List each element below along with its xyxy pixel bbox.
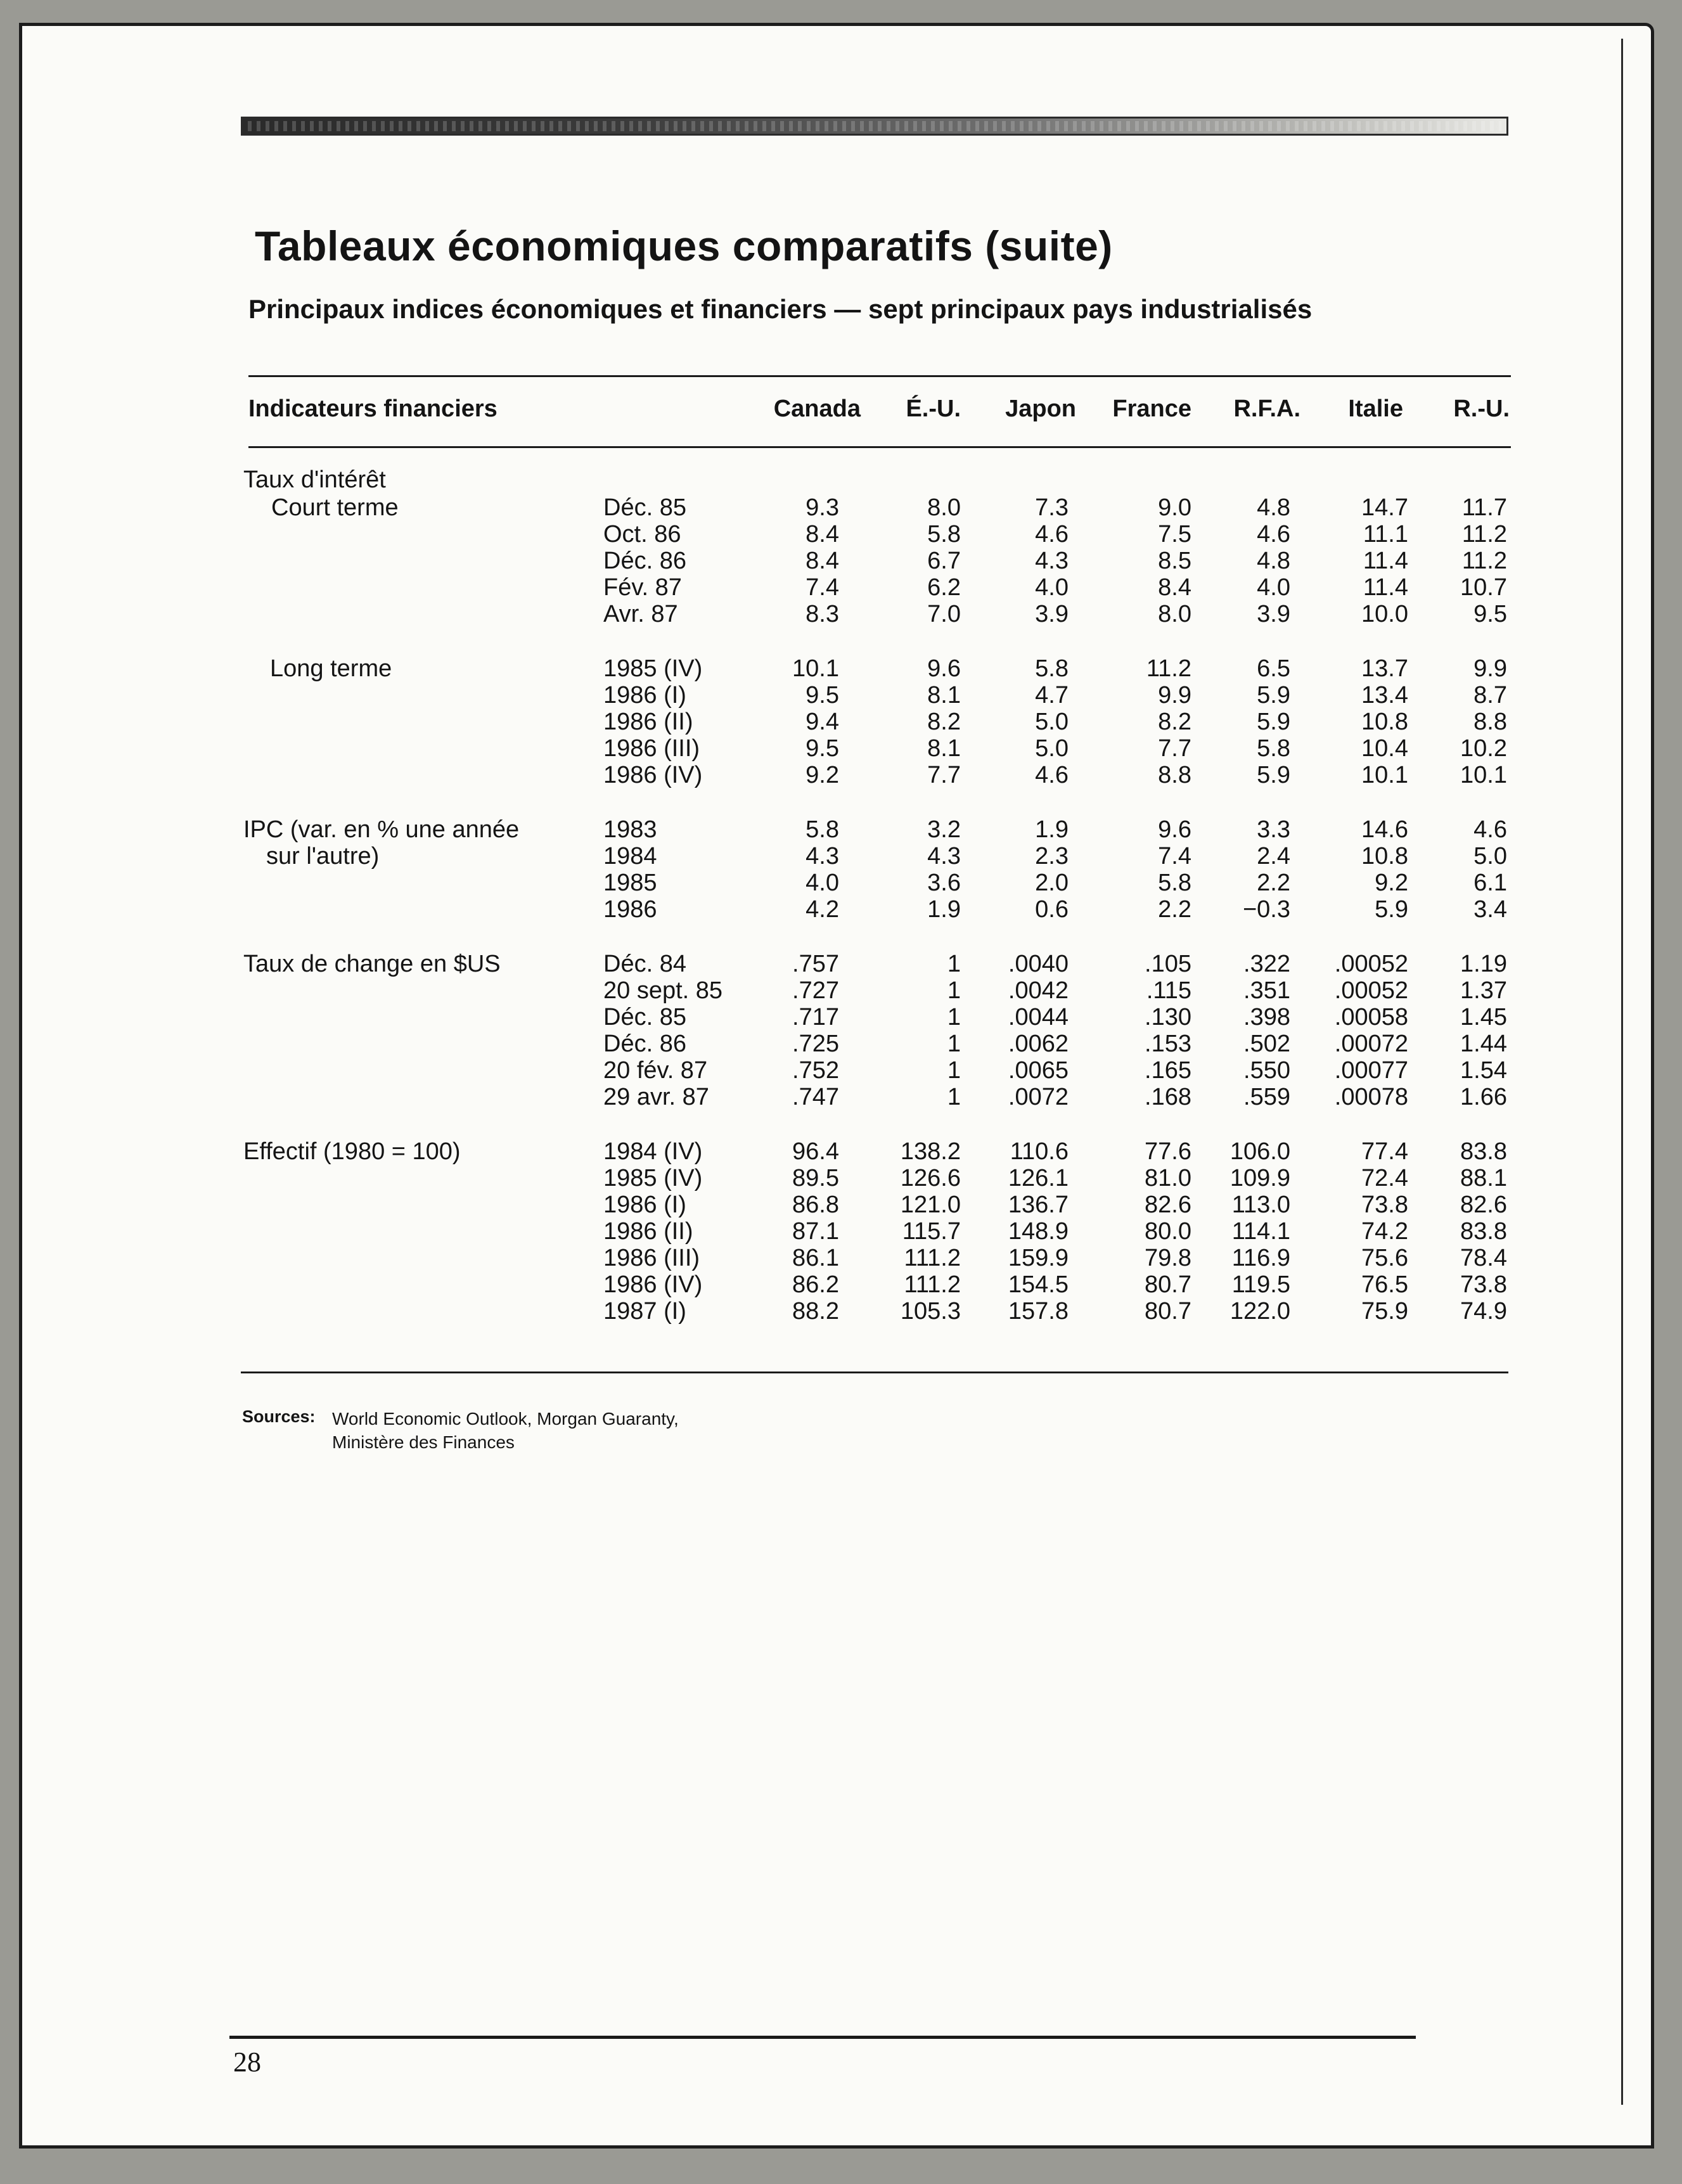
table-cell: 4.0	[1035, 574, 1069, 601]
country-header: France	[1112, 395, 1191, 422]
table-cell: .747	[792, 1084, 839, 1110]
row-label: Long terme	[270, 655, 392, 682]
table-cell: 3.4	[1473, 896, 1507, 923]
table-cell: 13.7	[1361, 655, 1408, 682]
row-period: 1986 (II)	[603, 1218, 693, 1245]
row-label: IPC (var. en % une année	[243, 816, 520, 843]
table-cell: 5.8	[1257, 735, 1290, 762]
table-cell: 7.4	[806, 574, 839, 601]
sources-line-1: World Economic Outlook, Morgan Guaranty,	[332, 1409, 679, 1429]
table-cell: 116.9	[1231, 1245, 1290, 1271]
table-cell: .153	[1145, 1031, 1191, 1057]
table-cell: 8.7	[1473, 682, 1507, 709]
table-cell: 14.7	[1361, 494, 1408, 521]
table-cell: 6.1	[1473, 870, 1507, 896]
table-cell: .00052	[1334, 977, 1408, 1004]
table-cell: 9.2	[806, 762, 839, 788]
table-cell: .502	[1243, 1031, 1290, 1057]
table-cell: 111.2	[904, 1245, 961, 1271]
row-period: 1986 (II)	[603, 709, 693, 735]
table-cell: 157.8	[1008, 1298, 1069, 1325]
table-cell: 9.3	[806, 494, 839, 521]
row-period: 1986 (I)	[603, 1192, 686, 1218]
table-cell: .130	[1145, 1004, 1191, 1031]
table-cell: 4.6	[1257, 521, 1290, 548]
table-cell: 7.7	[1158, 735, 1191, 762]
row-period: Déc. 84	[603, 951, 686, 977]
table-cell: 80.7	[1145, 1298, 1191, 1325]
row-label: Court terme	[271, 494, 399, 521]
row-period: Fév. 87	[603, 574, 682, 601]
table-cell: .0040	[1008, 951, 1069, 977]
table-cell: 4.3	[806, 843, 839, 870]
table-cell: .00052	[1334, 951, 1408, 977]
header-indicators: Indicateurs financiers	[248, 395, 498, 422]
table-cell: 89.5	[792, 1165, 839, 1192]
table-cell: 5.0	[1035, 709, 1069, 735]
country-header: É.-U.	[906, 395, 961, 422]
country-header: Canada	[773, 395, 861, 422]
table-cell: 159.9	[1008, 1245, 1069, 1271]
table-cell: 126.6	[900, 1165, 961, 1192]
table-cell: .00058	[1334, 1004, 1408, 1031]
table-cell: 1.19	[1460, 951, 1507, 977]
table-cell: 5.9	[1375, 896, 1408, 923]
table-cell: 7.7	[927, 762, 961, 788]
table-cell: 83.8	[1460, 1138, 1507, 1165]
table-cell: .0044	[1008, 1004, 1069, 1031]
page-title: Tableaux économiques comparatifs (suite)	[255, 222, 1113, 269]
table-cell: 8.2	[1158, 709, 1191, 735]
row-period: Déc. 86	[603, 548, 686, 574]
table-cell: 5.9	[1257, 762, 1290, 788]
table-cell: 122.0	[1229, 1298, 1290, 1325]
table-cell: 1.9	[927, 896, 961, 923]
table-cell: 80.7	[1145, 1271, 1191, 1298]
table-cell: 119.5	[1231, 1271, 1290, 1298]
page-number: 28	[233, 2046, 261, 2078]
table-cell: 88.2	[792, 1298, 839, 1325]
table-cell: 88.1	[1460, 1165, 1507, 1192]
table-cell: −0.3	[1242, 896, 1290, 923]
sources-label: Sources:	[242, 1407, 316, 1426]
table-cell: 126.1	[1008, 1165, 1069, 1192]
row-label: Effectif (1980 = 100)	[243, 1138, 461, 1165]
table-cell: 9.9	[1158, 682, 1191, 709]
table-cell: 8.8	[1158, 762, 1191, 788]
table-cell: .00078	[1334, 1084, 1408, 1110]
decorative-header-bar	[241, 117, 1508, 136]
table-cell: 1.45	[1460, 1004, 1507, 1031]
table-cell: 5.9	[1257, 682, 1290, 709]
table-cell: 82.6	[1460, 1192, 1507, 1218]
table-cell: 105.3	[900, 1298, 961, 1325]
table-cell: .00077	[1334, 1057, 1408, 1084]
table-cell: 4.0	[806, 870, 839, 896]
table-cell: 10.8	[1361, 843, 1408, 870]
table-cell: .550	[1243, 1057, 1290, 1084]
table-cell: .398	[1243, 1004, 1290, 1031]
table-cell: 6.2	[927, 574, 961, 601]
table-cell: 9.5	[806, 682, 839, 709]
table-cell: 86.1	[792, 1245, 839, 1271]
table-cell: 8.2	[927, 709, 961, 735]
table-cell: 1	[947, 1031, 961, 1057]
table-cell: 74.2	[1361, 1218, 1408, 1245]
table-cell: 10.4	[1361, 735, 1408, 762]
table-cell: 10.2	[1460, 735, 1507, 762]
table-cell: .115	[1146, 977, 1191, 1004]
table-cell: 76.5	[1361, 1271, 1408, 1298]
table-cell: 111.2	[904, 1271, 961, 1298]
table-cell: 13.4	[1361, 682, 1408, 709]
right-edge-line	[1621, 39, 1623, 2105]
row-period: 20 fév. 87	[603, 1057, 708, 1084]
table-cell: 5.0	[1473, 843, 1507, 870]
table-cell: 77.4	[1361, 1138, 1408, 1165]
table-cell: 11.1	[1363, 521, 1408, 548]
table-cell: 8.4	[806, 548, 839, 574]
row-period: 1985 (IV)	[603, 655, 703, 682]
page-subtitle: Principaux indices économiques et financiers — sept principaux pays industrialisés	[248, 294, 1313, 324]
table-cell: 7.3	[1035, 494, 1069, 521]
table-cell: 9.4	[806, 709, 839, 735]
table-cell: 109.9	[1229, 1165, 1290, 1192]
row-period: 1986 (III)	[603, 735, 700, 762]
table-cell: 4.7	[1035, 682, 1069, 709]
table-cell: 8.5	[1158, 548, 1191, 574]
table-cell: 8.1	[927, 682, 961, 709]
row-period: 1986	[603, 896, 657, 923]
table-cell: 11.2	[1461, 548, 1507, 574]
table-cell: 5.9	[1257, 709, 1290, 735]
table-cell: 1	[947, 1057, 961, 1084]
table-cell: 86.8	[792, 1192, 839, 1218]
row-period: 29 avr. 87	[603, 1084, 709, 1110]
table-cell: 4.0	[1257, 574, 1290, 601]
table-cell: 106.0	[1229, 1138, 1290, 1165]
table-cell: 4.6	[1035, 521, 1069, 548]
table-cell: 75.6	[1361, 1245, 1408, 1271]
table-cell: 5.8	[1158, 870, 1191, 896]
table-cell: 1.37	[1460, 977, 1507, 1004]
country-header: Italie	[1348, 395, 1403, 422]
table-cell: 9.5	[1473, 601, 1507, 627]
row-period: 1986 (IV)	[603, 762, 703, 788]
row-period: 20 sept. 85	[603, 977, 723, 1004]
table-cell: 3.9	[1257, 601, 1290, 627]
table-cell: 110.6	[1010, 1138, 1069, 1165]
table-cell: .727	[792, 977, 839, 1004]
table-cell: 81.0	[1145, 1165, 1191, 1192]
table-cell: 3.9	[1035, 601, 1069, 627]
table-cell: 4.2	[806, 896, 839, 923]
table-cell: 113.0	[1231, 1192, 1290, 1218]
table-cell: 9.5	[806, 735, 839, 762]
country-header: R.-U.	[1453, 395, 1510, 422]
table-cell: .322	[1243, 951, 1290, 977]
table-cell: .757	[792, 951, 839, 977]
table-cell: 11.4	[1363, 548, 1408, 574]
row-period: 1984	[603, 843, 657, 870]
table-cell: 4.6	[1473, 816, 1507, 843]
table-cell: 4.8	[1257, 548, 1290, 574]
row-period: 1984 (IV)	[603, 1138, 703, 1165]
table-cell: 83.8	[1460, 1218, 1507, 1245]
table-cell: 2.3	[1035, 843, 1069, 870]
table-cell: 2.0	[1035, 870, 1069, 896]
table-cell: 10.1	[1460, 762, 1507, 788]
table-cell: 10.8	[1361, 709, 1408, 735]
table-cell: 1.44	[1460, 1031, 1507, 1057]
table-cell: 74.9	[1460, 1298, 1507, 1325]
table-cell: 1	[947, 977, 961, 1004]
table-cell: 73.8	[1361, 1192, 1408, 1218]
table-cell: 5.0	[1035, 735, 1069, 762]
table-cell: .105	[1145, 951, 1191, 977]
table-cell: 1	[947, 1084, 961, 1110]
table-cell: 9.9	[1473, 655, 1507, 682]
row-period: 1986 (IV)	[603, 1271, 703, 1298]
table-cell: 1	[947, 1004, 961, 1031]
table-cell: 2.2	[1158, 896, 1191, 923]
table-cell: 11.2	[1146, 655, 1191, 682]
country-header: Japon	[1005, 395, 1076, 422]
table-cell: 80.0	[1145, 1218, 1191, 1245]
row-label: sur l'autre)	[266, 843, 380, 870]
table-cell: .351	[1243, 977, 1290, 1004]
table-cell: .0072	[1008, 1084, 1069, 1110]
table-cell: 78.4	[1460, 1245, 1507, 1271]
table-cell: 4.8	[1257, 494, 1290, 521]
row-period: Déc. 85	[603, 494, 686, 521]
table-cell: 115.7	[902, 1218, 961, 1245]
table-cell: 10.1	[792, 655, 839, 682]
table-cell: 0.6	[1035, 896, 1069, 923]
table-cell: 8.8	[1473, 709, 1507, 735]
table-cell: 79.8	[1145, 1245, 1191, 1271]
table-top-rule	[248, 375, 1511, 377]
table-cell: 86.2	[792, 1271, 839, 1298]
table-cell: 1.9	[1035, 816, 1069, 843]
row-period: 1983	[603, 816, 657, 843]
table-cell: 10.0	[1361, 601, 1408, 627]
table-cell: 73.8	[1460, 1271, 1507, 1298]
table-cell: 8.3	[806, 601, 839, 627]
table-cell: 7.0	[927, 601, 961, 627]
table-cell: 121.0	[900, 1192, 961, 1218]
table-cell: 2.4	[1257, 843, 1290, 870]
table-cell: .165	[1145, 1057, 1191, 1084]
table-cell: 1.54	[1460, 1057, 1507, 1084]
table-cell: 8.0	[1158, 601, 1191, 627]
table-cell: .00072	[1334, 1031, 1408, 1057]
table-cell: 4.3	[927, 843, 961, 870]
sources-text	[332, 1407, 679, 1454]
table-cell: 2.2	[1257, 870, 1290, 896]
table-cell: 114.1	[1231, 1218, 1290, 1245]
table-cell: 8.4	[1158, 574, 1191, 601]
table-cell: 9.0	[1158, 494, 1191, 521]
table-cell: 4.6	[1035, 762, 1069, 788]
row-label: Taux de change en $US	[243, 951, 501, 977]
table-cell: 14.6	[1361, 816, 1408, 843]
table-cell: 82.6	[1145, 1192, 1191, 1218]
table-cell: 3.2	[927, 816, 961, 843]
table-cell: 7.5	[1158, 521, 1191, 548]
table-cell: .0062	[1008, 1031, 1069, 1057]
table-cell: .559	[1243, 1084, 1290, 1110]
table-cell: .0042	[1008, 977, 1069, 1004]
table-cell: 11.2	[1461, 521, 1507, 548]
table-cell: 5.8	[1035, 655, 1069, 682]
table-cell: 10.7	[1460, 574, 1507, 601]
header-bottom-rule	[248, 446, 1511, 448]
table-cell: 11.7	[1461, 494, 1507, 521]
table-cell: .717	[792, 1004, 839, 1031]
table-cell: 154.5	[1008, 1271, 1069, 1298]
table-cell: 138.2	[900, 1138, 961, 1165]
table-cell: 11.4	[1363, 574, 1408, 601]
row-period: Déc. 86	[603, 1031, 686, 1057]
table-cell: 4.3	[1035, 548, 1069, 574]
table-cell: .752	[792, 1057, 839, 1084]
table-cell: 5.8	[806, 816, 839, 843]
table-cell: 136.7	[1008, 1192, 1069, 1218]
country-header: R.F.A.	[1233, 395, 1300, 422]
table-cell: .168	[1145, 1084, 1191, 1110]
table-cell: 72.4	[1361, 1165, 1408, 1192]
sources-line-2: Ministère des Finances	[332, 1432, 515, 1452]
row-period: Déc. 85	[603, 1004, 686, 1031]
row-period: 1987 (I)	[603, 1298, 686, 1325]
table-cell: 6.5	[1257, 655, 1290, 682]
table-cell: 9.2	[1375, 870, 1408, 896]
row-period: 1986 (III)	[603, 1245, 700, 1271]
row-period: 1986 (I)	[603, 682, 686, 709]
table-cell: 1.66	[1460, 1084, 1507, 1110]
table-cell: 8.4	[806, 521, 839, 548]
table-cell: 75.9	[1361, 1298, 1408, 1325]
table-cell: 10.1	[1361, 762, 1408, 788]
row-period: 1985 (IV)	[603, 1165, 703, 1192]
row-period: 1985	[603, 870, 657, 896]
table-cell: 8.0	[927, 494, 961, 521]
table-cell: .725	[792, 1031, 839, 1057]
table-cell: .0065	[1008, 1057, 1069, 1084]
footer-rule	[229, 2036, 1416, 2039]
table-bottom-rule	[241, 1371, 1508, 1373]
table-cell: 87.1	[792, 1218, 839, 1245]
table-cell: 7.4	[1158, 843, 1191, 870]
row-period: Oct. 86	[603, 521, 681, 548]
table-cell: 9.6	[927, 655, 961, 682]
table-cell: 3.6	[927, 870, 961, 896]
table-cell: 3.3	[1257, 816, 1290, 843]
row-period: Avr. 87	[603, 601, 678, 627]
table-cell: 96.4	[792, 1138, 839, 1165]
row-label: Taux d'intérêt	[243, 466, 386, 493]
table-cell: 9.6	[1158, 816, 1191, 843]
table-cell: 77.6	[1145, 1138, 1191, 1165]
table-cell: 8.1	[927, 735, 961, 762]
table-cell: 148.9	[1008, 1218, 1069, 1245]
table-cell: 1	[947, 951, 961, 977]
table-cell: 6.7	[927, 548, 961, 574]
table-cell: 5.8	[927, 521, 961, 548]
